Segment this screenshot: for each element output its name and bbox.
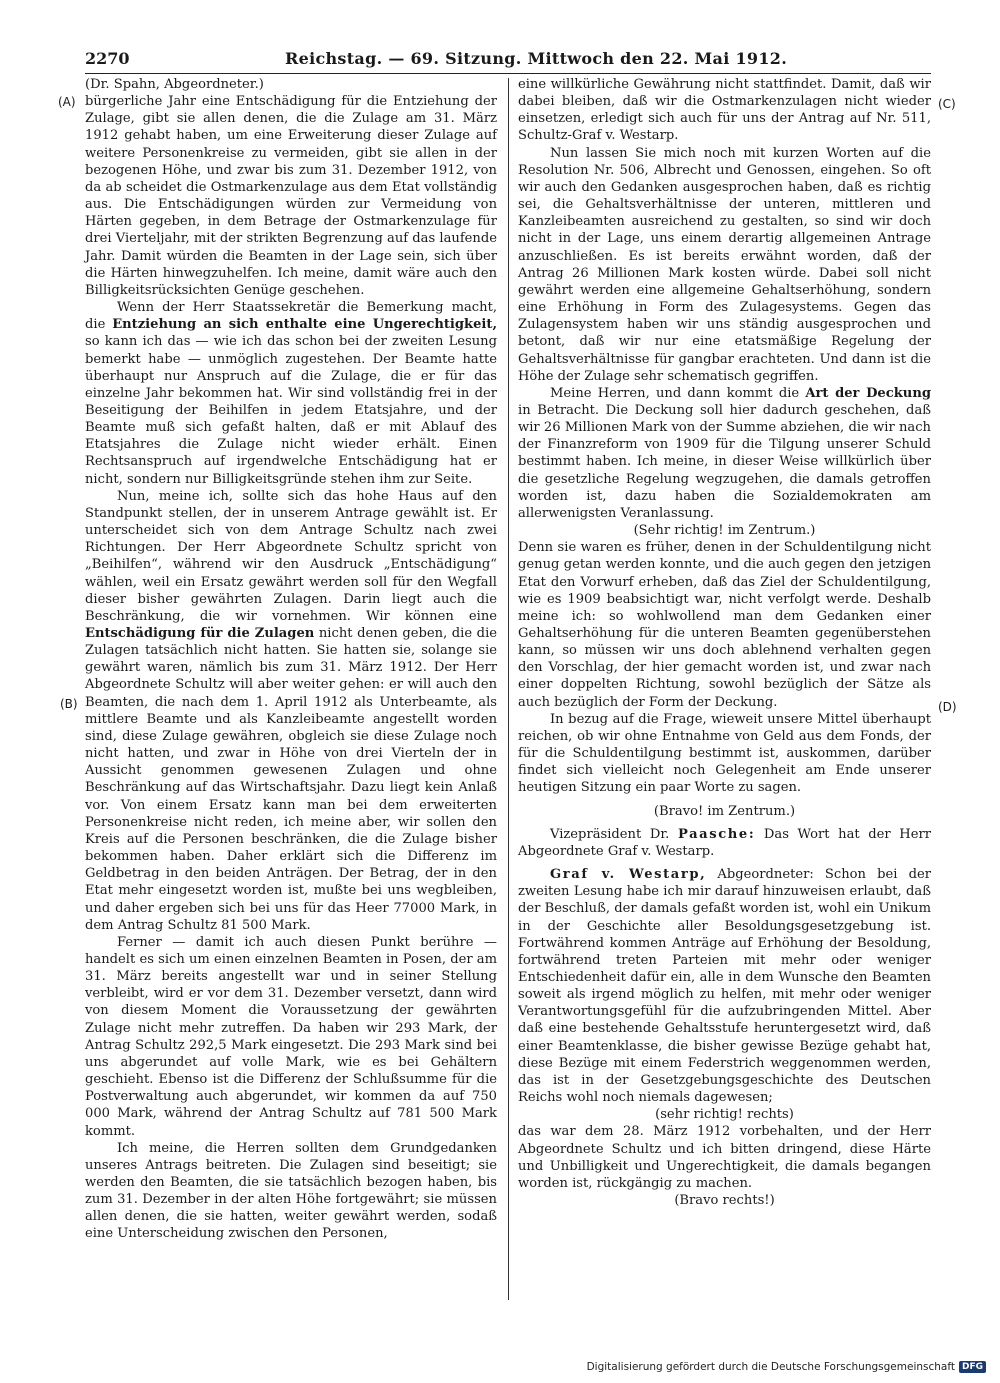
speaker-name: Paasche:: [677, 826, 756, 842]
paragraph: [518, 385, 931, 522]
paragraph: Denn sie waren es früher, denen in der Schuldentilgung nicht genug getan werden konnte, und die auch gegen den jetzigen Etat den Vorwurf erheben, daß das Ziel der Schuldentilgung, wie es 1909 beabsichtigt war, nicht verfolgt werde. Deshalb meine ich: so wohlwollend man dem Gedanken einer Gehaltserhöhung für die unteren Beamten gegenüberstehen kann, so müssen wir uns doch ablehnend verhalten gegen den Vorschlag, der hier gemacht worden ist, und zwar nach einer doppelten Richtung, sowohl bezüglich der Sätze als auch bezüglich der Form der Deckung.: [518, 540, 931, 710]
paragraph: [85, 488, 497, 934]
paragraph: Ich meine, die Herren sollten dem Grundgedanken unseres Antrags beitreten. Die Zulagen sind beseitigt; sie werden den Beamten, die sie tatsächlich bezogen haben, bis zum 31. Dezember in der alten Höhe fortgewährt; sie müssen allen denen, die sie hatten, weiter gewährt werden, sodaß eine Unterscheidung zwischen den Personen,: [85, 1140, 497, 1242]
paragraph: das war dem 28. März 1912 vorbehalten, und der Herr Abgeordnete Schultz und ich bitten dringend, diese Härte und Unbilligkeit und Ungerechtigkeit, die damals begangen worden ist, rückgängig zu machen.: [518, 1124, 931, 1191]
header-rule: [85, 73, 931, 74]
column-divider: [508, 78, 509, 1300]
text-run: so kann ich das — wie ich das schon bei der zweiten Lesung bemerkt habe — unmöglich zugestehen. Der Beamte hatte überhaupt nur Anspruch auf die Zulage, die er für das einzelne Jahr bekommen hat. Wir sind vollständig frei in der Beseitigung der Beihilfen in jedem Etatsjahre, und der Beamte muß sich gefaßt halten, daß er mit Ablauf des Etatsjahres die Zulage nicht wieder erhält. Einen Rechtsanspruch auf irgendwelche Entschädigung hat er nicht, sondern nur Billigkeitsgründe stehen ihm zur Seite.: [85, 334, 497, 487]
emphasis: Art der Deckung: [805, 385, 931, 401]
paragraph: bürgerliche Jahr eine Entschädigung für die Entziehung der Zulage, gibt sie allen denen, die die Zulage am 31. März 1912 gehabt haben, um eine Erweiterung dieser Zulage auf weitere Personenkreise zu vermeiden, gibt sie allen in der bezogenen Höhe, und zwar bis zum 31. Dezember 1912, von da ab scheidet die Ostmarkenzulage aus dem Etat vollständig aus. Die Entschädigungen würden zur Vermeidung von Härten gegeben, in dem Betrage der Ostmarkenzulage für drei Vierteljahr, mit der strikten Begrenzung auf das laufende Jahr. Damit würden die Beamten in der Lage sein, sich über die Härten hinwegzuhelfen. Ich meine, damit wäre auch den Billigkeitsrücksichten Genüge geschehen.: [85, 94, 497, 298]
page-title: Reichstag. — 69. Sitzung. Mittwoch den 22. Mai 1912.: [285, 49, 788, 68]
right-column: [518, 76, 931, 1209]
interjection: (Bravo rechts!): [674, 1193, 775, 1208]
speaker-name: Graf v. Westarp,: [550, 867, 707, 883]
text-run: Abgeordneter: Schon bei der zweiten Lesung habe ich mir darauf hinzuweisen erlaubt, daß der Beschluß, der damals gefaßt worden ist, wohl ein Unikum in der Geschichte aller Besoldungsgesetzgebung ist. Fortwährend kommen Anträge auf Erhöhung der Besoldung, fortwährend treten Parteien mit mehr oder weniger Entschiedenheit dafür ein, alle in dem Wunsche den Beamten soweit als irgend möglich zu helfen, mit mehr oder weniger Verantwortungsgefühl für die aufzubringenden Mittel. Aber daß eine bestehende Gehaltsstufe heruntergesetzt wird, daß einer Beamtenklasse, die bisher gewisse Bezüge gehabt hat, diese Bezüge mit einem Federstrich weggenommen werden, das ist in der Gesetzgebungsgeschichte des Deutschen Reichs wohl noch niemals dagewesen;: [518, 867, 932, 1106]
dfg-logo-icon: DFG: [959, 1361, 986, 1373]
paragraph: Nun lassen Sie mich noch mit kurzen Worten auf die Resolution Nr. 506, Albrecht und Genossen, eingehen. So oft wir auch den Gedanken ausgesprochen haben, daß es richtig sei, die Gehaltsverhältnisse der unteren, mittleren und Kanzleibeamten ausreichend zu gestalten, so sind wir doch nicht in der Lage, uns einem derartig allgemeinen Antrage anzuschließen. Es ist bereits erwähnt worden, daß der Antrag 26 Millionen Mark kosten würde. Dabei soll nicht gewährt werden eine allgemeine Gehaltserhöhung, sondern eine Erhöhung in Form des Zulagesystems. Gegen das Zulagensystem haben wir uns ständig ausgesprochen und betont, daß wir nur eine etatsmäßige Regelung der Gehaltsverhältnisse für gangbar erachteten. Und dann ist die Höhe der Zulage sehr schematisch gegriffen.: [518, 145, 931, 384]
paragraph: [85, 299, 497, 488]
text-run: Meine Herren, und dann kommt die: [550, 385, 806, 401]
interjection: (sehr richtig! rechts): [655, 1107, 794, 1123]
speaker-note: (Dr. Spahn, Abgeordneter.): [85, 77, 264, 92]
page-header: [85, 48, 931, 70]
margin-mark-d: (D): [938, 700, 957, 714]
emphasis: Entziehung an sich enthalte eine Ungerechtigkeit,: [112, 317, 498, 333]
footer: [587, 1361, 986, 1373]
paragraph: eine willkürliche Gewährung nicht stattfindet. Damit, daß wir dabei bleiben, daß wir die Ostmarkenzulagen nicht wieder einsetzen, erledigt sich auch für uns der Antrag auf Nr. 511, Schultz-Graf v. Westarp.: [518, 77, 931, 144]
page-number: 2270: [85, 49, 130, 68]
text-run: Nun, meine ich, sollte sich das hohe Haus auf den Standpunkt stellen, der in unserem Antrage gewählt ist. Er unterscheidet sich von dem Antrage Schultz nach zwei Richtungen. Der Herr Abgeordnete Schultz spricht von „Beihilfen“, während wir den Ausdruck „Entschädigung“ wählen, weil ein Ersatz gewährt werden soll für den Wegfall dieser bisher gewährten Zulagen. Darin liegt auch die Beschränkung, die wir vornehmen. Wir können eine: [85, 488, 497, 624]
margin-mark-a: (A): [58, 95, 76, 109]
text-run: in Betracht. Die Deckung soll hier dadurch geschehen, daß wir 26 Millionen Mark von der Summe abziehen, die wir nach der Finanzreform von 1909 für die Tilgung unserer Schuld bestimmt haben. Ich meine, in dieser Weise willkürlich über die gesetzliche Regelung wegzugehen, die damals getroffen worden ist, dazu haben die Sozialdemokraten am allerwenigsten Veranlassung.: [518, 402, 931, 521]
interjection: (Bravo! im Zentrum.): [653, 803, 796, 819]
paragraph: [518, 826, 931, 860]
margin-mark-c: (C): [938, 97, 956, 111]
text-run: Wenn der Herr Staatssekretär die Bemerkung macht, die: [85, 300, 497, 333]
paragraph: [518, 866, 931, 1106]
footer-text: Digitalisierung gefördert durch die Deutsche Forschungsgemeinschaft: [586, 1361, 955, 1373]
emphasis: Entschädigung für die Zulagen: [85, 626, 315, 641]
interjection: (Sehr richtig! im Zentrum.): [633, 523, 816, 539]
text-run: Vizepräsident Dr.: [550, 826, 678, 842]
paragraph: In bezug auf die Frage, wieweit unsere Mittel überhaupt reichen, ob wir ohne Entnahme von Geld aus dem Fonds, der für die Schuldentilgung bestimmt ist, auskommen, darüber findet sich vielleicht noch Gelegenheit am Ende unserer heutigen Sitzung ein paar Worte zu sagen.: [518, 711, 931, 796]
text-run: nicht denen geben, die die Zulagen tatsächlich nicht hatten. Sie hatten sie, solange sie gewährt waren, nämlich bis zum 31. März 1912. Der Herr Abgeordnete Schultz will aber weiter gehen: er will auch den Beamten, die nach dem 1. April 1912 als Unterbeamte, als mittlere Beamte und als Kanzleibeamte angestellt worden sind, diese Zulage gewähren, obgleich sie diese Zulage noch nicht hatten, und zwar in Höhe von drei Vierteln der in Aussicht genommen gewesenen Zulagen und ohne Beschränkung auf das Wirtschaftsjahr. Dazu liegt kein Anlaß vor. Von einem Ersatz kann man bei dem erweiterten Personenkreise nicht reden, ich meine aber, wir sollen den Kreis auf die Personen beschränken, die die Zulage bisher bekommen haben. Daher erklärt sich die Differenz im Geldbetrag in den beiden Anträgen. Der Betrag, der in den Etat mehr eingesetzt worden ist, mußte bei uns wegbleiben, und daher ergeben sich bei uns für das Heer 77000 Mark, in dem Antrag Schultz 81 500 Mark.: [85, 626, 498, 933]
margin-mark-b: (B): [60, 697, 78, 711]
text-run: Das Wort hat der Herr Abgeordnete Graf v. Westarp.: [518, 826, 931, 859]
left-column: [85, 76, 497, 1243]
paragraph: Ferner — damit ich auch diesen Punkt berühre — handelt es sich um einen einzelnen Beamten in Posen, der am 31. März bereits angestellt war und in seiner Stellung verbleibt, wird er vor dem 31. Dezember versetzt, dann wird von diesem Moment die Voraussetzung der gewährten Zulage nicht mehr zutreffen. Da haben wir 293 Mark, der Antrag Schultz 292,5 Mark eingesetzt. Die 293 Mark sind bei uns abgerundet auf volle Mark, wie es bei Gehältern geschieht. Ebenso ist die Differenz der Schlußsumme für die Postverwaltung auch abgerundet, wir kommen da auf 750 000 Mark, während der Antrag Schultz auf 781 500 Mark kommt.: [85, 934, 497, 1139]
